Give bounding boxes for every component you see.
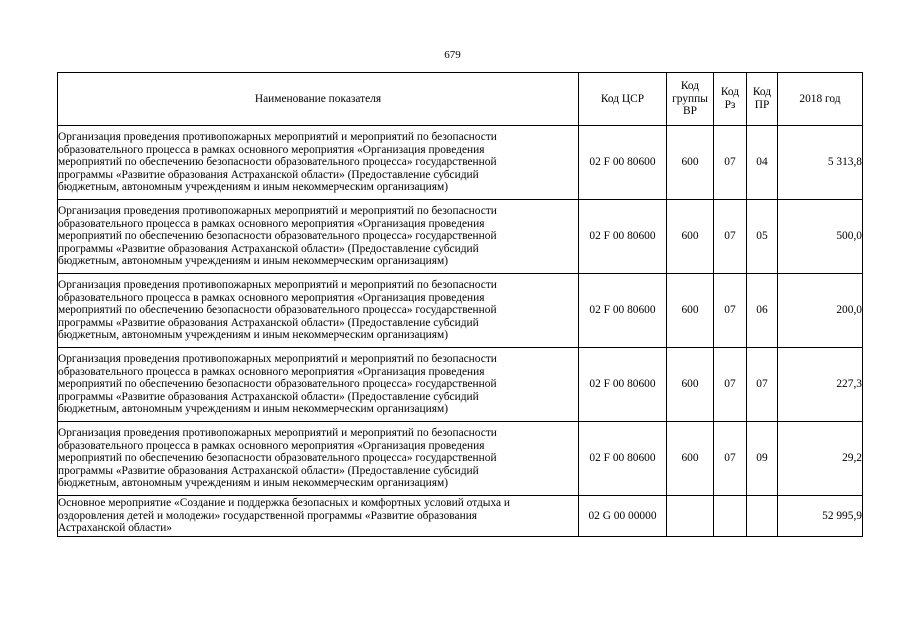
row-name-line: образовательного процесса в рамках основного мероприятия «Организация проведения [58,217,485,230]
header-name: Наименование показателя [58,73,579,126]
row-csr-cell: 02 G 00 00000 [579,496,667,537]
header-vr [667,73,714,126]
header-year: 2018 год [778,73,863,126]
row-vr-cell: 600 [667,348,714,422]
header-pr-line: ПР [754,99,770,111]
header-csr: Код ЦСР [579,73,667,126]
row-name-cell [58,496,579,537]
row-pr-cell: 06 [747,274,778,348]
row-name-line: мероприятий по обеспечению безопасности образовательного процесса» государственной [58,452,497,465]
row-name-line: Организация проведения противопожарных мероприятий и мероприятий по безопасности [58,131,497,144]
row-csr-cell: 02 F 00 80600 [579,200,667,274]
row-name-line: мероприятий по обеспечению безопасности образовательного процесса» государственной [58,230,497,243]
row-pr-cell: 05 [747,200,778,274]
table-row [58,274,863,348]
row-name-line: мероприятий по обеспечению безопасности образовательного процесса» государственной [58,378,497,391]
row-name-line: программы «Развитие образования Астраханской области» (Предоставление субсидий [58,390,479,403]
row-name-line: программы «Развитие образования Астраханской области» (Предоставление субсидий [58,464,479,477]
row-name-line: мероприятий по обеспечению безопасности образовательного процесса» государственной [58,304,497,317]
header-vr-line: ВР [683,105,697,118]
budget-table [57,72,863,537]
row-name-line: бюджетным, автономным учреждениям и иным некоммерческим организациям) [58,329,448,342]
row-name-cell [58,274,579,348]
row-name-line: бюджетным, автономным учреждениям и иным некоммерческим организациям) [58,181,448,194]
row-rz-cell: 07 [714,274,747,348]
page-number: 679 [444,49,461,61]
row-vr-cell: 600 [667,274,714,348]
row-name-line: программы «Развитие образования Астраханской области» (Предоставление субсидий [58,316,479,329]
row-csr-cell: 02 F 00 80600 [579,274,667,348]
row-csr-cell: 02 F 00 80600 [579,348,667,422]
row-name-line: бюджетным, автономным учреждениям и иным некоммерческим организациям) [58,255,448,268]
row-pr-cell: 09 [747,422,778,496]
row-amount-cell: 52 995,9 [778,496,863,537]
header-rz-line: Код [720,86,740,99]
row-name-cell [58,126,579,200]
header-vr-line: группы [672,92,708,105]
row-name-line: программы «Развитие образования Астраханской области» (Предоставление субсидий [58,242,479,255]
row-rz-cell: 07 [714,200,747,274]
row-pr-cell: 04 [747,126,778,200]
table-row [58,496,863,537]
table-row [58,200,863,274]
row-name-line: бюджетным, автономным учреждениям и иным некоммерческим организациям) [58,403,448,416]
row-name-cell [58,200,579,274]
row-rz-cell: 07 [714,348,747,422]
header-rz [714,73,747,126]
row-amount-cell: 29,2 [778,422,863,496]
row-amount-cell: 500,0 [778,200,863,274]
row-vr-cell: 600 [667,126,714,200]
row-name-line: Организация проведения противопожарных мероприятий и мероприятий по безопасности [58,427,497,440]
header-pr [747,73,778,126]
row-name-line: Астраханской области» [58,522,172,535]
row-pr-cell [747,496,778,537]
row-name-line: Организация проведения противопожарных мероприятий и мероприятий по безопасности [58,205,497,218]
row-pr-cell: 07 [747,348,778,422]
row-vr-cell: 600 [667,422,714,496]
row-name-line: Организация проведения противопожарных мероприятий и мероприятий по безопасности [58,353,497,366]
row-name-line: оздоровления детей и молодежи» государственной программы «Развитие образования [58,509,478,522]
row-name-cell [58,348,579,422]
row-name-line: образовательного процесса в рамках основного мероприятия «Организация проведения [58,365,485,378]
header-vr-line: Код [680,80,700,93]
row-name-line: программы «Развитие образования Астраханской области» (Предоставление субсидий [58,168,479,181]
row-vr-cell: 600 [667,200,714,274]
header-pr-line: Код [752,86,772,99]
row-vr-cell [667,496,714,537]
row-amount-cell: 227,3 [778,348,863,422]
row-name-line: Основное мероприятие «Создание и поддержка безопасных и комфортных условий отдыха и [58,497,511,510]
row-name-line: образовательного процесса в рамках основного мероприятия «Организация проведения [58,143,485,156]
row-csr-cell: 02 F 00 80600 [579,126,667,200]
table-header-row [58,73,863,126]
header-rz-line: Рз [724,99,736,111]
row-name-cell [58,422,579,496]
table-row [58,422,863,496]
table-row [58,126,863,200]
row-amount-cell: 5 313,8 [778,126,863,200]
row-name-line: бюджетным, автономным учреждениям и иным некоммерческим организациям) [58,477,448,490]
row-rz-cell: 07 [714,422,747,496]
row-name-line: мероприятий по обеспечению безопасности образовательного процесса» государственной [58,156,497,169]
row-amount-cell: 200,0 [778,274,863,348]
row-rz-cell [714,496,747,537]
row-name-line: образовательного процесса в рамках основного мероприятия «Организация проведения [58,291,485,304]
row-name-line: Организация проведения противопожарных мероприятий и мероприятий по безопасности [58,279,497,292]
row-csr-cell: 02 F 00 80600 [579,422,667,496]
row-rz-cell: 07 [714,126,747,200]
row-name-line: образовательного процесса в рамках основного мероприятия «Организация проведения [58,439,485,452]
table-row [58,348,863,422]
